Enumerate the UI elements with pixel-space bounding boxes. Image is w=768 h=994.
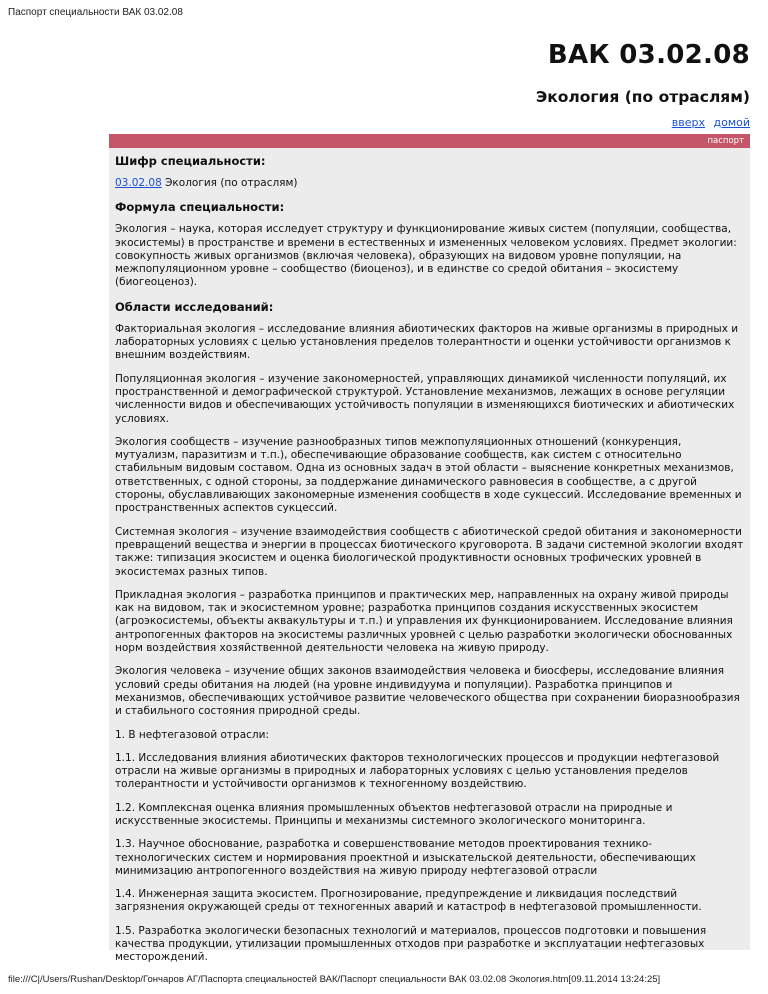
research-area-item: Прикладная экология – разработка принципов и практических мер, направленных на охрану живой природы как на видовом, так и экосистемном уровне; разработка принципов создания искусственных экосистем (агроэкосистемы, объекты аквакультуры и т.п.) и управления их функционированием. Исследование влияния антропогенных факторов на экосистемы различных уровней с целью разработки экологически обоснованных норм воздействия хозяйственной деятельности человека на живую природу. [115,588,733,655]
research-area-item: 1.5. Разработка экологически безопасных технологий и материалов, процессов подготовки и повышения качества продукции, утилизации промышленных отходов при разработке и эксплуатации нефтегазовых месторождений. [115,924,707,964]
research-area-item: 1.1. Исследования влияния абиотических факторов технологических процессов и продукции нефтегазовой отрасли на живые организмы в природных и лабораторных условиях с целью установления пределов толерантности и устойчивости организмов к техногенному воздействию. [115,751,720,791]
research-area-item: Факториальная экология – исследование влияния абиотических факторов на живые организмы в природных и лабораторных условиях с целью установления пределов толерантности и оценки устойчивости организмов к внешним воздействиям. [115,322,739,362]
research-area-item: Популяционная экология – изучение закономерностей, управляющих динамикой численности популяций, их пространственной и демографической структурой. Установление механизмов, лежащих в основе регуляции численности видов и обеспечивающих устойчивость популяции в изменяющихся биотических и абиотических условиях. [115,372,735,425]
research-area-item: Системная экология – изучение взаимодействия сообществ с абиотической средой обитания и закономерности превращений вещества и энергии в процессах биотического круговорота. В задачи системной экологии входят также: типизация экосистем и оценка биологической продуктивности основных трофических уровней в экосистемах разных типов. [115,525,744,578]
research-area-item: 1. В нефтегазовой отрасли: [115,728,269,741]
home-link[interactable]: домой [713,116,750,129]
document-code-title: ВАК 03.02.08 [547,40,750,70]
up-link[interactable]: вверх [671,116,705,129]
specialty-name: Экология (по отраслям) [161,177,298,189]
print-footer: file:///C|/Users/Rushan/Desktop/Гончаров АГ/Паспорта специальностей ВАК/Паспорт специальности ВАК 03.02.08 Экология.htm[09.11.2014 13:24:25] [8,974,661,985]
passport-header-bar [109,134,750,148]
formula-section-title: Формула специальности: [115,200,285,215]
cipher-section-title: Шифр специальности: [115,154,266,168]
document-subtitle: Экология (по отраслям) [535,88,750,106]
research-area-item: 1.2. Комплексная оценка влияния промышленных объектов нефтегазовой отрасли на природные и искусственные экосистемы. Принципы и механизмы системного экологического мониторинга. [115,801,673,827]
areas-section-title: Области исследований: [115,299,274,314]
specialty-code-link[interactable]: 03.02.08 [115,177,162,189]
research-area-item: 1.4. Инженерная защита экосистем. Прогнозирование, предупреждение и ликвидация последствий загрязнения окружающей среды от техногенных аварий и катастроф в нефтегазовой промышленности. [115,888,702,914]
passport-panel [109,134,750,964]
passport-label: паспорт [707,136,744,146]
passport-body [109,148,750,965]
research-area-item: Экология сообществ – изучение разнообразных типов межпопуляционных отношений (конкуренция, мутуализм, паразитизм и т.п.), обеспечивающие образование сообществ, как систем с относительно стабильным видовым составом. Одна из основных задач в этой области – выяснение конкретных механизмов, ответственных, с одной стороны, за поддержание динамического равновесия в сообществе, а с другой стороны, обуславливающих закономерные изменения сообществ в ходе сукцессий. Исследование временных и пространственных аспектов сукцессий. [115,435,742,515]
formula-text: Экология – наука, которая исследует структуру и функционирование живых систем (популяции, сообщества, экосистемы) в пространстве и времени в естественных и измененных человеком условиях. Предмет экологии: совокупность живых организмов (включая человека), образующих на видовом уровне популяции, на межпопуляционном уровне – сообщество (биоценоз), и в единстве со средой обитания – экосистему (биогеоценоз). [115,223,737,289]
cipher-line [115,177,744,190]
print-header: Паспорт специальности ВАК 03.02.08 [8,7,183,18]
research-area-item: Экология человека – изучение общих законов взаимодействия человека и биосферы, исследование влияния условий среды обитания на людей (на уровне индивидуума и популяции). Разработка принципов и механизмов, обеспечивающих устойчивое развитие человеческого общества при сохранении биоразнообразия и стабильного состояния природной среды. [115,665,740,718]
research-area-item: 1.3. Научное обоснование, разработка и совершенствование методов проектирования технико-технологических систем и нормирования проектной и изыскательской деятельности, обеспечивающих минимизацию антропогенного воздействия на живую природу нефтегазовой отрасли [115,838,696,877]
top-navigation [667,116,750,129]
